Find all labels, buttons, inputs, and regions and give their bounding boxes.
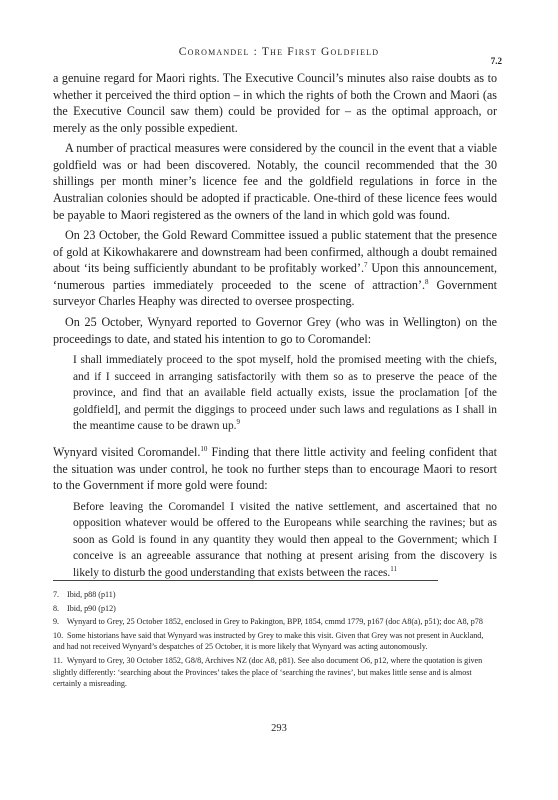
note-ref: 8 (425, 277, 429, 286)
paragraph-text: Finding that there little activity and feeling confident that the situation was under control, he took no further steps than to encourage Maori to resort to the Government if more gold were found: (53, 445, 498, 493)
block-quote (73, 499, 497, 581)
footnote-number: 9. (53, 617, 60, 627)
footnote (53, 603, 497, 615)
footnote (53, 655, 497, 690)
footnote-number: 10. (53, 630, 64, 640)
footnote-text: Ibid, p90 (p12) (67, 603, 116, 613)
footnote-text: Some historians have said that Wynyard was instructed by Grey to make this visit. Given that Grey was not present in Auckland, and had not received Wynyard’s despatches of 25 October, it is more likely that Wynyard was acting autonomously. (53, 630, 484, 652)
paragraph-text: Government surveyor Charles Heaphy was directed to oversee prospecting. (53, 277, 497, 309)
paragraph (53, 227, 497, 310)
quote-text: Before leaving the Coromandel I visited the native settlement, and ascertained that no opposition whatever would be offered to the Europeans while searching the ravines; but as soon as Gold is found in any quantity they would then appeal to the Government; which I conceive is an agreeable assurance that nothing at present arising from the discovery is likely to disturb the good understanding that exists between the races. (73, 500, 497, 579)
block-quote (73, 352, 497, 434)
footnote-text: Wynyard to Grey, 30 October 1852, G8/8, Archives NZ (doc A8, p81). See also document O6, p12, where the quotation is given slightly differently: ‘searching about the Provinces’ takes the place of ‘searching the ravines’, but makes little sense and is almost certainly a misreading. (53, 655, 483, 689)
note-ref: 9 (236, 418, 241, 427)
section-number: 7.2 (490, 56, 502, 66)
running-head: Coromandel : The First Goldfield (178, 46, 380, 58)
note-ref: 11 (390, 564, 398, 573)
footnote-number: 8. (53, 603, 60, 613)
paragraph: On 25 October, Wynyard reported to Governor Grey (who was in Wellington) on the proceedings to date, and stated his intention to go to Coromandel: (53, 315, 497, 346)
footnote (53, 589, 497, 601)
paragraph-text: On 23 October, the Gold Reward Committee issued a public statement that the presence of gold at Kikowhakarere and downstream had been confirmed, although a doubt remained about ‘its being sufficiently abundant to be profitably worked’. (53, 228, 497, 276)
footnote (53, 630, 497, 653)
footnote (53, 616, 497, 628)
paragraph: A number of practical measures were considered by the council in the event that a viable goldfield was or had been discovered. Notably, the council recommended that the 30 shillings per month miner’s licence fee and the goldfield regulations in force in the Australian colonies should be adopted if practicable. One-third of these licence fees would be payable to Maori registered as the owners of the land in which gold was found. (53, 141, 497, 222)
body-text (53, 70, 497, 591)
footnote-number: 7. (53, 590, 60, 599)
footnote-number: 11. (53, 655, 63, 665)
paragraph-text: Wynyard visited Coromandel. (53, 445, 201, 460)
quote-text: I shall immediately proceed to the spot myself, hold the promised meeting with the chiefs, and if I succeed in arranging satisfactorily with them so as to preserve the peace of the province, and find that an available field actually exists, issue the proclamation [of the goldfield], and permit the diggings to proceed under such laws and regulations as I shall in the meantime cause to be drawn up. (73, 354, 497, 432)
footnote-text: Wynyard to Grey, 25 October 1852, enclosed in Grey to Pakington, BPP, 1854, cmmd 1779, p167 (doc A8(a), p51); doc A8, p78 (66, 617, 483, 627)
footnotes (53, 589, 497, 692)
paragraph (53, 444, 497, 494)
paragraph: a genuine regard for Maori rights. The Executive Council’s minutes also raise doubts as to whether it perceived the third option – in which the rights of both the Crown and Maori (as the Executive Council saw them) could be provided for – as the optimal approach, or merely as the only possible expedient. (53, 71, 497, 135)
note-ref: 10 (200, 445, 208, 454)
footnote-text: Ibid, p88 (p11) (67, 590, 116, 599)
paragraph-text: Upon this announcement, ‘numerous parties immediately proceeded to the scene of attraction’. (53, 261, 497, 292)
page-number: 293 (271, 723, 287, 734)
note-ref: 7 (364, 261, 368, 270)
footnote-divider (53, 580, 438, 581)
